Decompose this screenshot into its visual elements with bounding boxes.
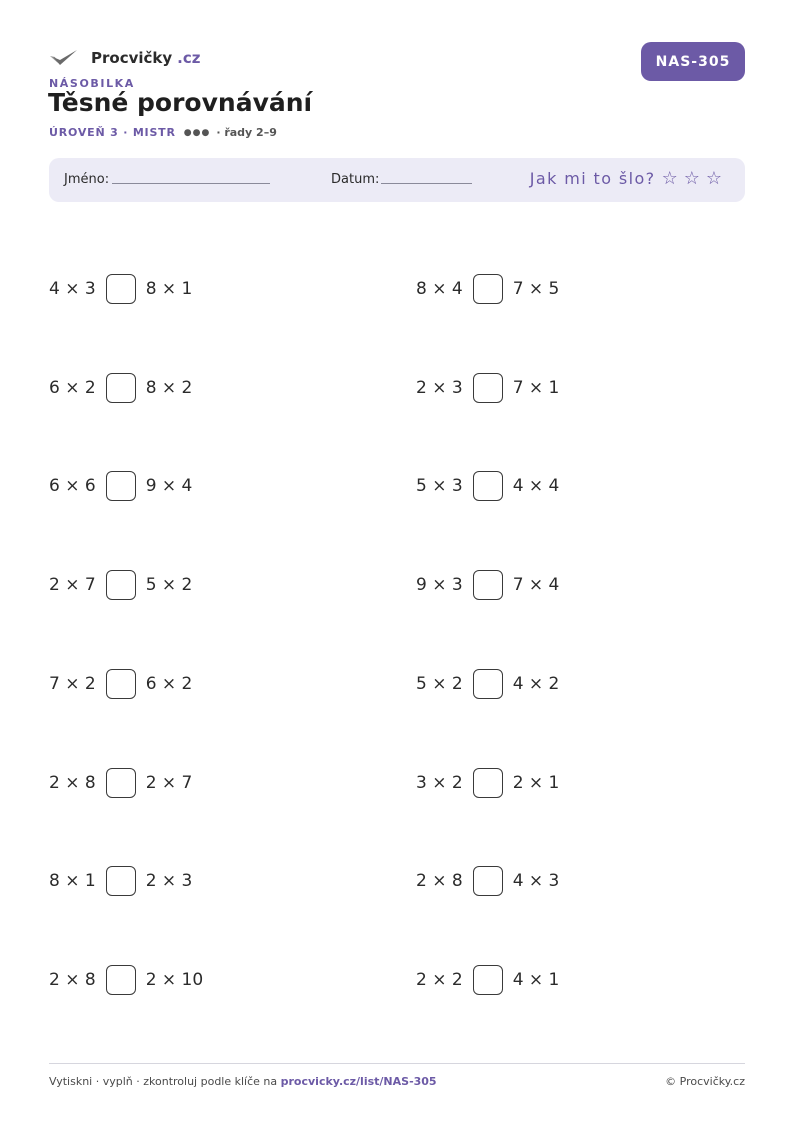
answer-box[interactable] — [106, 373, 136, 403]
left-expression: 5 × 3 — [416, 476, 463, 496]
brand — [49, 48, 200, 68]
right-expression: 2 × 1 — [512, 773, 560, 793]
code-badge: NAS-305 — [641, 42, 745, 81]
comparison-problem — [49, 274, 192, 304]
comparison-problem — [416, 471, 559, 501]
footer-instructions-text: Vytiskni · vyplň · zkontroluj podle klíče na — [49, 1075, 281, 1088]
name-field-line[interactable] — [112, 183, 270, 184]
answer-box[interactable] — [473, 965, 503, 995]
right-expression: 4 × 1 — [512, 970, 560, 990]
left-expression: 6 × 6 — [49, 476, 96, 496]
answer-box[interactable] — [106, 768, 136, 798]
comparison-problem — [416, 570, 559, 600]
brand-name: Procvičky — [91, 49, 173, 67]
info-bar — [49, 158, 745, 202]
comparison-problem — [416, 965, 559, 995]
left-expression: 2 × 2 — [416, 970, 463, 990]
comparison-problem — [416, 373, 559, 403]
rating — [530, 168, 728, 189]
answer-box[interactable] — [473, 471, 503, 501]
left-expression: 3 × 2 — [416, 773, 463, 793]
level-line — [49, 126, 277, 139]
left-expression: 2 × 7 — [49, 575, 96, 595]
rows-label: · řady 2–9 — [216, 126, 277, 139]
right-expression: 2 × 7 — [145, 773, 193, 793]
right-expression: 4 × 3 — [512, 871, 560, 891]
answer-box[interactable] — [106, 570, 136, 600]
right-expression: 4 × 2 — [512, 674, 560, 694]
date-label: Datum: — [331, 172, 380, 187]
comparison-problem — [49, 570, 192, 600]
answer-box[interactable] — [473, 274, 503, 304]
left-expression: 5 × 2 — [416, 674, 463, 694]
page-title: Těsné porovnávání — [48, 88, 313, 117]
answer-box[interactable] — [473, 669, 503, 699]
name-label: Jméno: — [64, 172, 110, 187]
left-expression: 9 × 3 — [416, 575, 463, 595]
answer-box[interactable] — [106, 471, 136, 501]
right-expression: 2 × 10 — [145, 970, 204, 990]
answer-box[interactable] — [473, 768, 503, 798]
checkmark-logo-icon — [49, 48, 79, 68]
left-expression: 7 × 2 — [49, 674, 96, 694]
left-expression: 2 × 3 — [416, 378, 463, 398]
right-expression: 9 × 4 — [145, 476, 193, 496]
comparison-problem — [416, 866, 559, 896]
left-expression: 4 × 3 — [49, 279, 96, 299]
right-expression: 7 × 4 — [512, 575, 560, 595]
answer-box[interactable] — [473, 866, 503, 896]
comparison-problem — [49, 373, 192, 403]
level-dots: ●●● — [183, 127, 211, 138]
comparison-problem — [416, 669, 559, 699]
answer-box[interactable] — [473, 570, 503, 600]
answer-box[interactable] — [473, 373, 503, 403]
left-expression: 2 × 8 — [49, 970, 96, 990]
right-expression: 7 × 5 — [512, 279, 560, 299]
footer-copyright: © Procvičky.cz — [665, 1075, 745, 1088]
left-expression: 8 × 1 — [49, 871, 96, 891]
answer-box[interactable] — [106, 669, 136, 699]
right-expression: 4 × 4 — [512, 476, 560, 496]
left-expression: 8 × 4 — [416, 279, 463, 299]
comparison-problem — [49, 866, 192, 896]
star-icons[interactable]: ☆☆☆ — [661, 168, 728, 189]
right-expression: 8 × 2 — [145, 378, 193, 398]
comparison-problem — [416, 274, 559, 304]
right-expression: 5 × 2 — [145, 575, 193, 595]
comparison-problem — [416, 768, 559, 798]
answer-box[interactable] — [106, 274, 136, 304]
answer-box[interactable] — [106, 965, 136, 995]
level-label: ÚROVEŇ 3 · MISTR — [49, 126, 176, 139]
answer-box[interactable] — [106, 866, 136, 896]
category-label: NÁSOBILKA — [49, 77, 135, 90]
comparison-problem — [49, 471, 192, 501]
right-expression: 2 × 3 — [145, 871, 193, 891]
right-expression: 8 × 1 — [145, 279, 193, 299]
left-expression: 2 × 8 — [49, 773, 96, 793]
comparison-problem — [49, 768, 192, 798]
comparison-problem — [49, 669, 192, 699]
footer-divider — [49, 1063, 745, 1064]
footer-instructions — [49, 1075, 437, 1088]
left-expression: 6 × 2 — [49, 378, 96, 398]
right-expression: 7 × 1 — [512, 378, 560, 398]
right-expression: 6 × 2 — [145, 674, 193, 694]
rating-label: Jak mi to šlo? — [529, 169, 656, 188]
brand-tld: .cz — [177, 49, 201, 67]
left-expression: 2 × 8 — [416, 871, 463, 891]
date-field-line[interactable] — [381, 183, 472, 184]
comparison-problem — [49, 965, 203, 995]
footer-link[interactable]: procvicky.cz/list/NAS-305 — [280, 1075, 437, 1088]
